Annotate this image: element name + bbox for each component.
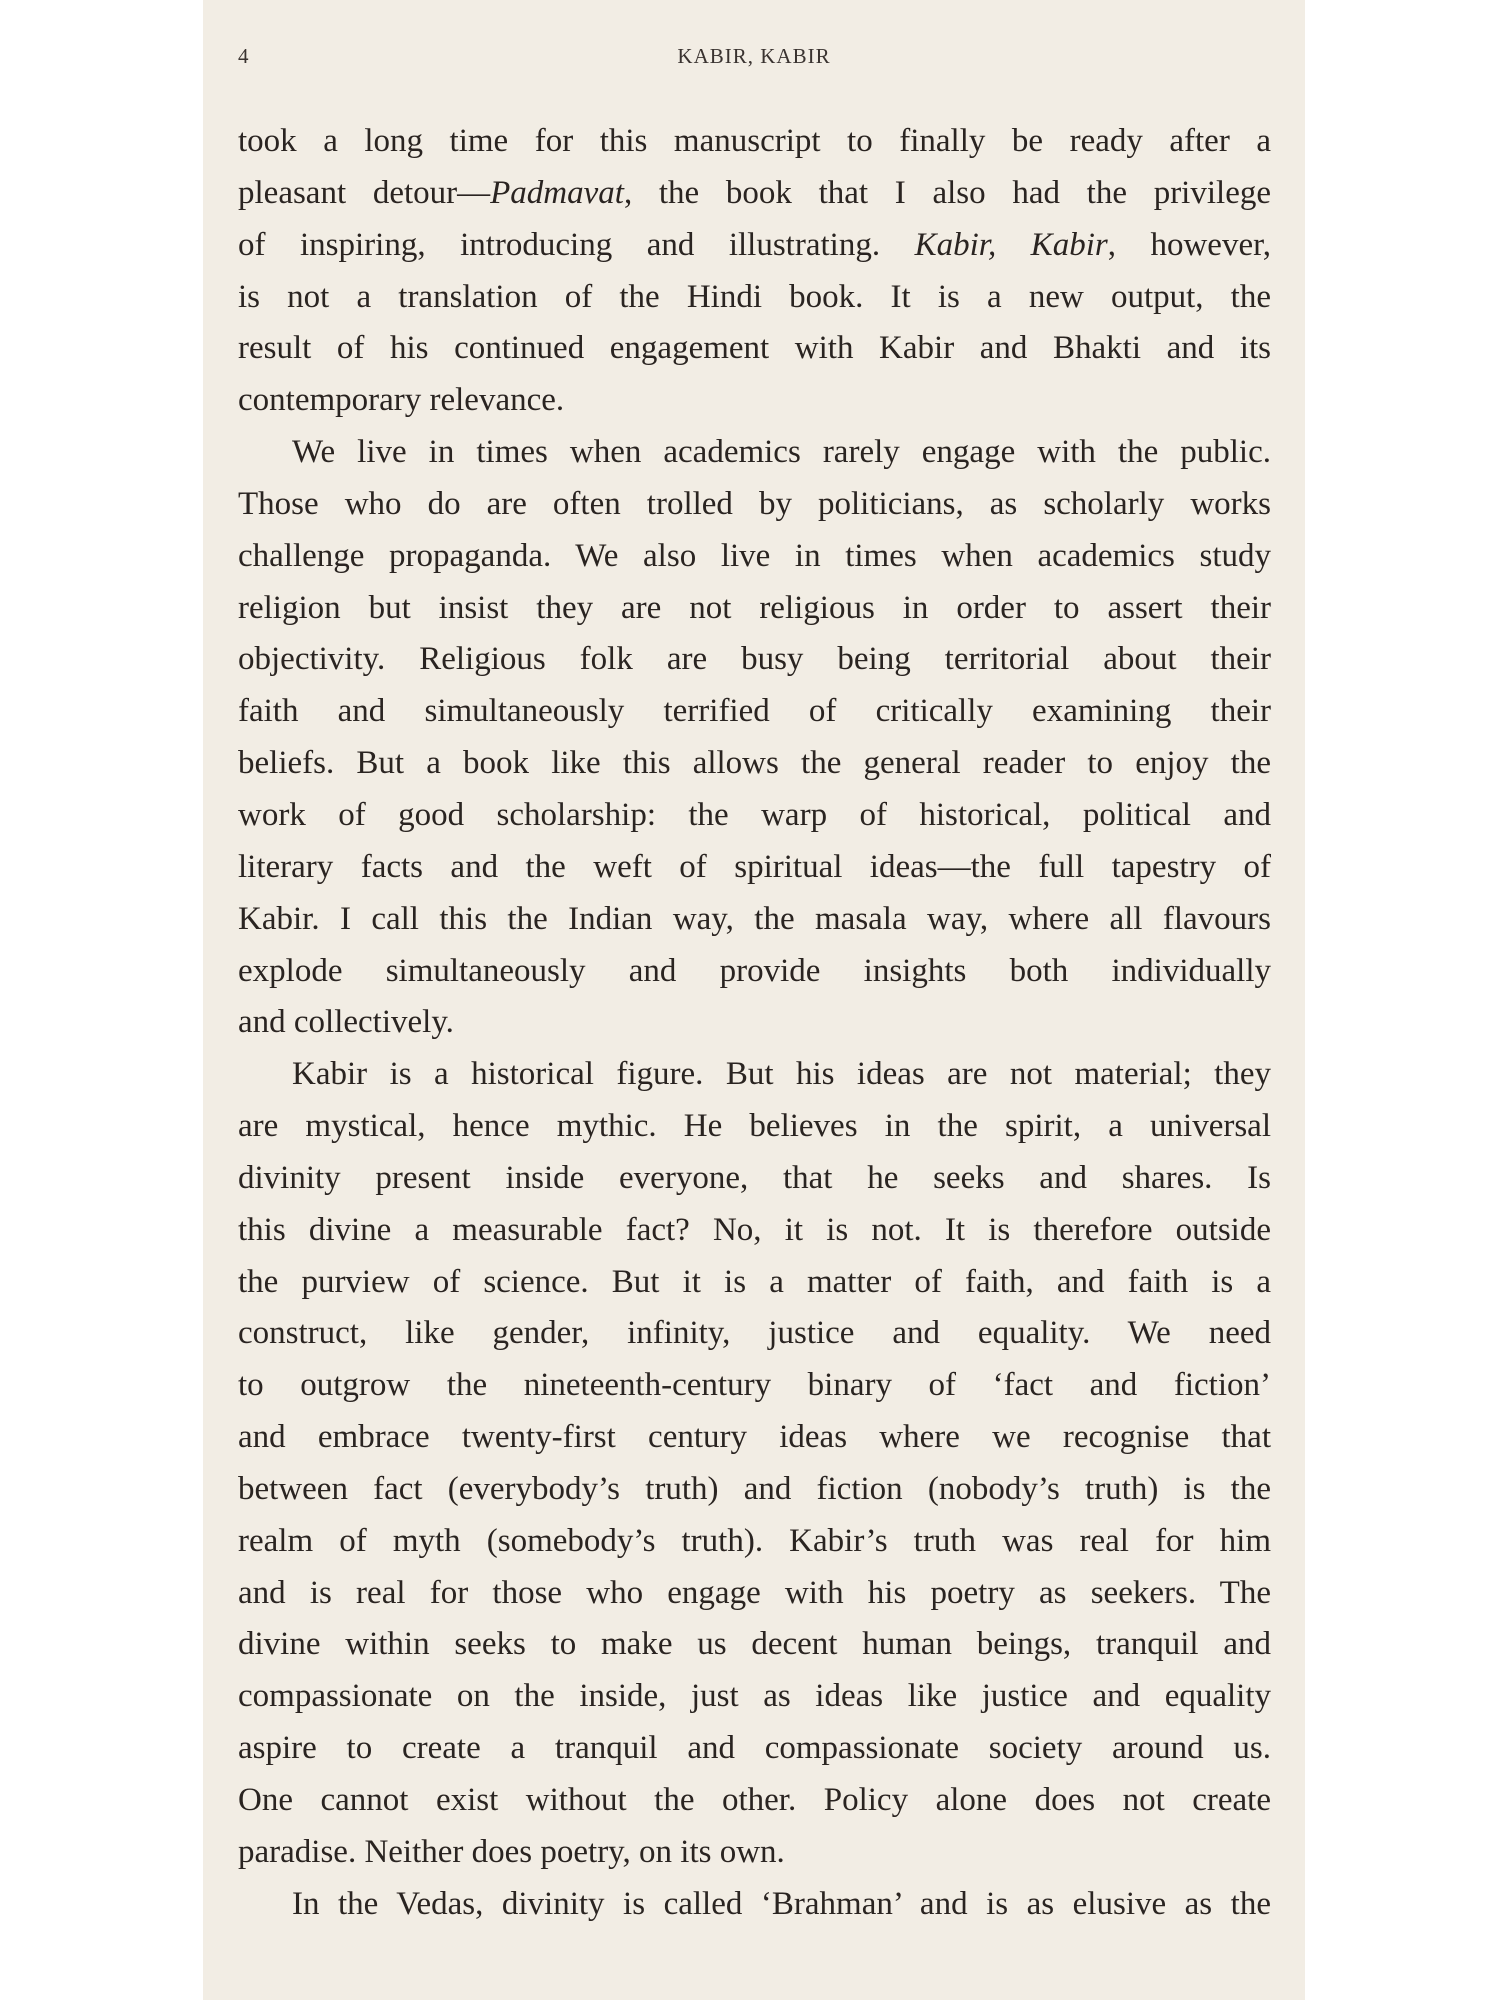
paragraph <box>238 116 1271 427</box>
paragraph <box>238 1049 1271 1879</box>
paragraph <box>238 1879 1271 1931</box>
text-run: and is real for those who engage with his poetry as seekers. The <box>238 1574 1271 1611</box>
paragraph <box>238 427 1271 1049</box>
text-run: of inspiring, introducing and illustrating. <box>238 226 915 263</box>
text-run: result of his continued engagement with Kabir and Bhakti and its <box>238 330 1271 367</box>
text-line <box>238 1153 1271 1205</box>
text-run: and embrace twenty-first century ideas where we recognise that <box>238 1419 1271 1456</box>
text-run: compassionate on the inside, just as ideas like justice and equality <box>238 1678 1271 1715</box>
text-run: paradise. Neither does poetry, on its own. <box>238 1833 785 1870</box>
text-run: to outgrow the nineteenth-century binary of ‘fact and fiction’ <box>238 1367 1271 1404</box>
text-line <box>238 583 1271 635</box>
text-run: religion but insist they are not religious in order to assert their <box>238 589 1271 626</box>
text-line <box>238 375 1271 427</box>
book-page <box>203 0 1305 2000</box>
text-run: between fact (everybody’s truth) and fiction (nobody’s truth) is the <box>238 1470 1271 1507</box>
text-run: work of good scholarship: the warp of historical, political and <box>238 796 1271 833</box>
running-head: KABIR, KABIR <box>677 44 831 68</box>
text-line <box>238 1464 1271 1516</box>
text-run: Kabir is a historical figure. But his ideas are not material; they <box>292 1056 1271 1093</box>
text-line <box>238 1516 1271 1568</box>
text-line <box>238 634 1271 686</box>
text-line <box>238 116 1271 168</box>
text-line <box>238 1205 1271 1257</box>
text-run: are mystical, hence mythic. He believes in the spirit, a universal <box>238 1108 1271 1145</box>
text-run: faith and simultaneously terrified of critically examining their <box>238 693 1271 730</box>
text-run: One cannot exist without the other. Policy alone does not create <box>238 1782 1271 1818</box>
text-line <box>238 220 1271 272</box>
text-run: the purview of science. But it is a matter of faith, and faith is a <box>238 1263 1271 1300</box>
text-run: Those who do are often trolled by politicians, as scholarly works <box>238 485 1271 522</box>
text-line <box>238 1412 1271 1464</box>
text-line <box>238 1775 1271 1827</box>
text-line <box>238 427 1271 479</box>
text-line <box>238 1568 1271 1620</box>
text-line <box>238 738 1271 790</box>
text-line <box>238 168 1271 220</box>
text-line <box>238 531 1271 583</box>
text-run: In the Vedas, divinity is called ‘Brahman’ and is as elusive as the <box>292 1885 1271 1922</box>
text-line <box>238 1619 1271 1671</box>
text-line <box>238 479 1271 531</box>
text-run: Kabir. I call this the Indian way, the masala way, where all flavours <box>238 900 1271 937</box>
text-line <box>238 686 1271 738</box>
italic-title: Kabir, Kabir <box>914 226 1108 263</box>
text-line <box>238 1360 1271 1412</box>
text-line <box>238 1308 1271 1360</box>
text-line <box>238 272 1271 324</box>
text-run: is not a translation of the Hindi book. It is a new output, the <box>238 278 1271 315</box>
text-run: , the book that I also had the privilege <box>623 174 1271 211</box>
text-run: challenge propaganda. We also live in times when academics study <box>238 537 1271 574</box>
text-line <box>238 1827 1271 1879</box>
text-line <box>238 894 1271 946</box>
text-line <box>238 1723 1271 1775</box>
text-run: , however, <box>1107 226 1272 263</box>
text-run: aspire to create a tranquil and compassionate society around us. <box>238 1730 1271 1767</box>
text-run: literary facts and the weft of spiritual ideas—the full tapestry of <box>238 848 1271 885</box>
text-run: explode simultaneously and provide insights both individually <box>238 952 1271 989</box>
body-text <box>238 116 1271 1931</box>
text-run: and collectively. <box>238 1004 454 1041</box>
text-run: beliefs. But a book like this allows the general reader to enjoy the <box>238 745 1271 782</box>
text-run: realm of myth (somebody’s truth). Kabir’s truth was real for him <box>238 1522 1271 1559</box>
text-run: objectivity. Religious folk are busy being territorial about their <box>238 641 1271 678</box>
text-run: this divine a measurable fact? No, it is not. It is therefore outside <box>238 1211 1271 1248</box>
text-line <box>238 1671 1271 1723</box>
text-line <box>238 790 1271 842</box>
text-run: pleasant detour— <box>238 174 491 211</box>
text-line <box>238 946 1271 998</box>
text-run: took a long time for this manuscript to finally be ready after a <box>238 123 1271 159</box>
text-run: contemporary relevance. <box>238 382 565 419</box>
text-line <box>238 1101 1271 1153</box>
text-run: divinity present inside everyone, that he seeks and shares. Is <box>238 1159 1271 1196</box>
text-run: divine within seeks to make us decent human beings, tranquil and <box>238 1626 1271 1663</box>
text-line <box>238 1879 1271 1931</box>
text-line <box>238 997 1271 1049</box>
page-number: 4 <box>238 44 249 68</box>
text-run: We live in times when academics rarely engage with the public. <box>292 434 1271 471</box>
text-line <box>238 842 1271 894</box>
text-line <box>238 1257 1271 1309</box>
italic-title: Padmavat <box>490 174 624 211</box>
text-line <box>238 323 1271 375</box>
text-line <box>238 1049 1271 1101</box>
text-run: construct, like gender, infinity, justice and equality. We need <box>238 1315 1271 1352</box>
